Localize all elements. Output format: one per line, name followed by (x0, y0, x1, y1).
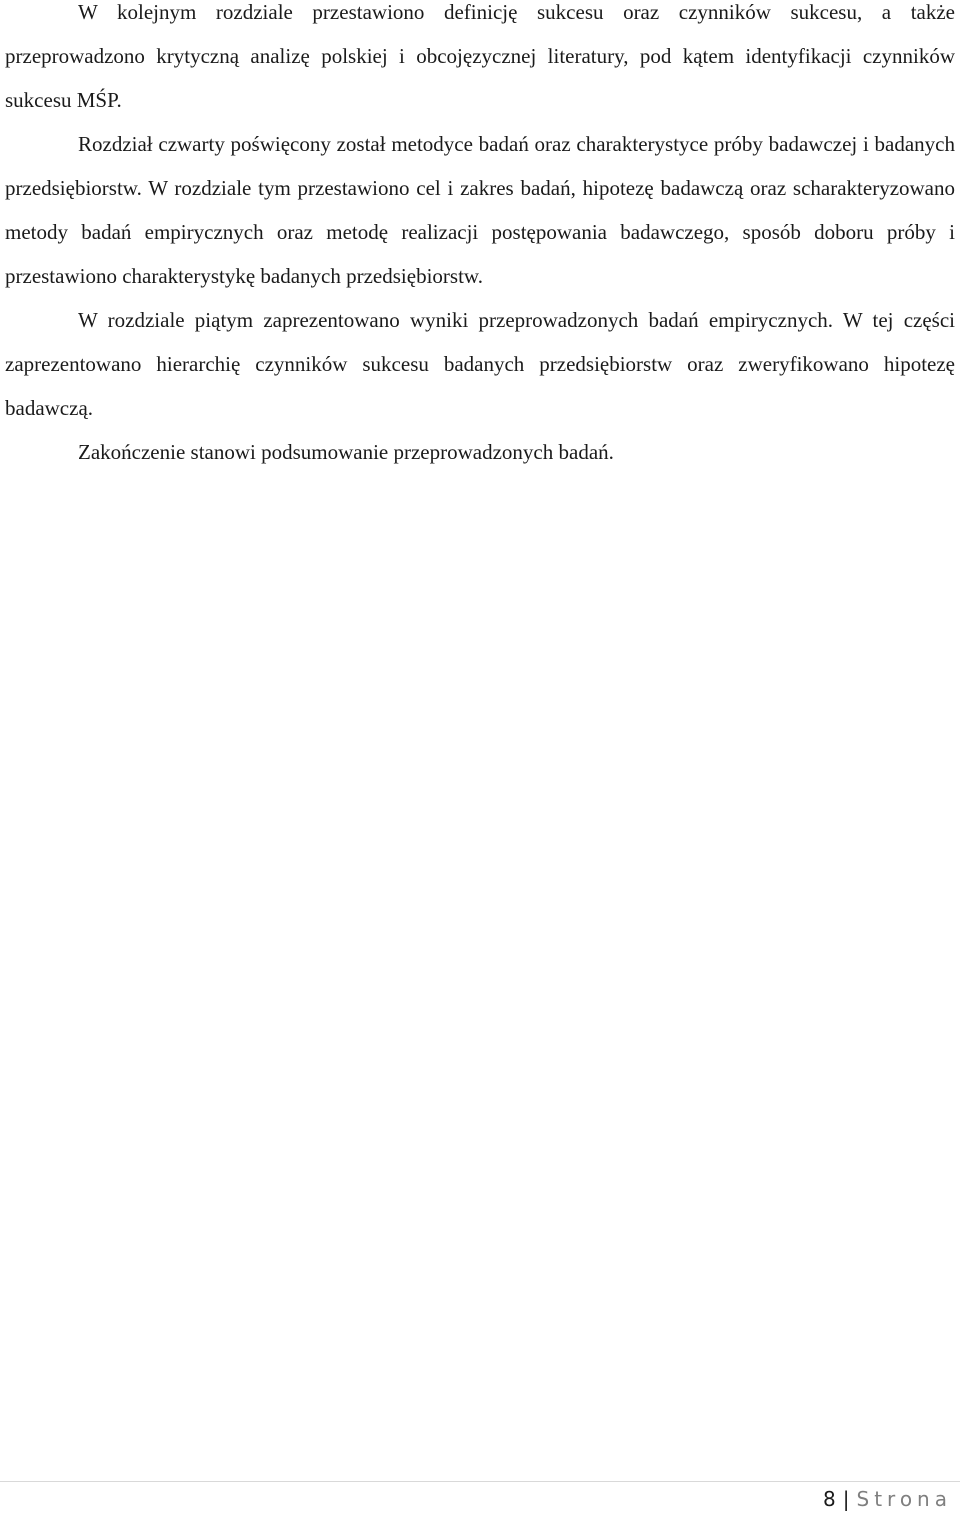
document-body (5, 0, 955, 474)
paragraph-conclusion: Zakończenie stanowi podsumowanie przeprowadzonych badań. (78, 440, 614, 464)
footer-separator: | (842, 1487, 850, 1511)
page-label: Strona (856, 1487, 952, 1511)
page-footer (823, 1486, 952, 1512)
paragraph-chapter-four: Rozdział czwarty poświęcony został metodyce badań oraz charakterystyce próby badawczej i badanych przedsiębiorstw. W rozdziale tym przestawiono cel i zakres badań, hipotezę badawczą oraz scharakteryzowano metody badań empirycznych oraz metodę realizacji postępowania badawczego, sposób doboru próby i przestawiono charakterystykę badanych przedsiębiorstw. (5, 132, 955, 288)
page-number: 8 (823, 1487, 836, 1511)
footer-divider (0, 1481, 960, 1482)
paragraph-chapter-three: W kolejnym rozdziale przestawiono definicję sukcesu oraz czynników sukcesu, a także przeprowadzono krytyczną analizę polskiej i obcojęzycznej literatury, pod kątem identyfikacji czynników sukcesu MŚP. (5, 0, 955, 112)
paragraph-chapter-five: W rozdziale piątym zaprezentowano wyniki przeprowadzonych badań empirycznych. W tej części zaprezentowano hierarchię czynników sukcesu badanych przedsiębiorstw oraz zweryfikowano hipotezę badawczą. (5, 308, 955, 420)
